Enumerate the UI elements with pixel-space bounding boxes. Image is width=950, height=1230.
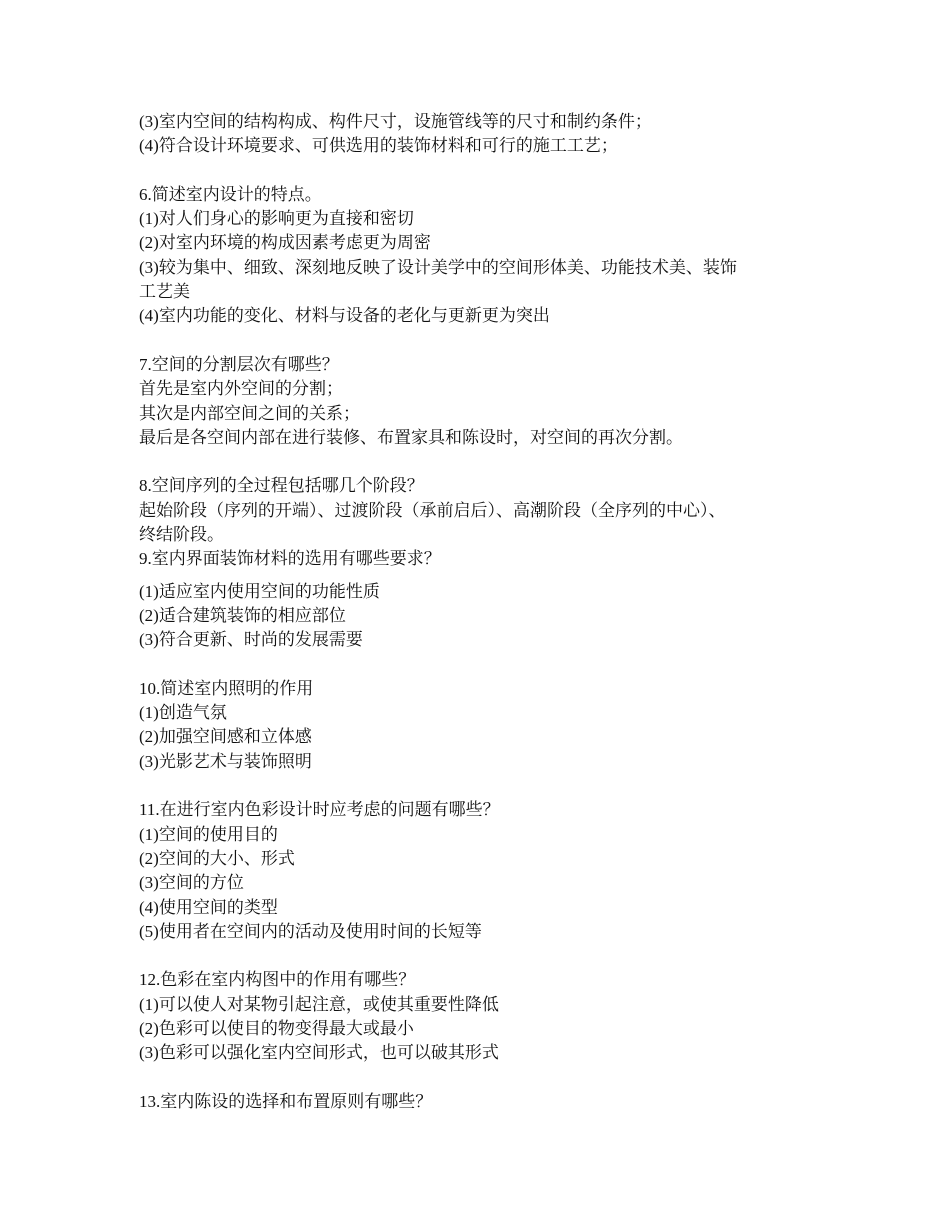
question-title: 8.空间序列的全过程包括哪几个阶段？: [139, 476, 424, 496]
spacer: [139, 572, 829, 580]
question-title: 9.室内界面装饰材料的选用有哪些要求？: [139, 549, 441, 569]
answer-line: (1)空间的使用目的: [139, 824, 278, 844]
spacer: [139, 653, 829, 677]
spacer: [139, 944, 829, 968]
answer-line: (4)室内功能的变化、材料与设备的老化与更新更为突出: [139, 306, 550, 326]
answer-line: (2)加强空间感和立体感: [139, 727, 312, 747]
answer-line: (2)空间的大小、形式: [139, 848, 295, 868]
answer-line: 起始阶段（序列的开端）、过渡阶段（承前启后）、高潮阶段（全序列的中心）、: [139, 500, 726, 520]
spacer: [139, 1066, 829, 1090]
answer-line: (3)较为集中、细致、深刻地反映了设计美学中的空间形体美、功能技术美、装饰: [139, 257, 737, 277]
question-8: [139, 474, 829, 547]
answer-line: (2)对室内环境的构成因素考虑更为周密: [139, 233, 431, 253]
question-11: [139, 798, 829, 944]
answer-line: (5)使用者在空间内的活动及使用时间的长短等: [139, 921, 482, 941]
question-title: 13.室内陈设的选择和布置原则有哪些？: [139, 1091, 433, 1111]
answer-line: (1)对人们身心的影响更为直接和密切: [139, 209, 414, 229]
answer-line: 工艺美: [139, 282, 190, 302]
question-title: 6.简述室内设计的特点。: [139, 184, 322, 204]
question-13: [139, 1090, 829, 1114]
question-10: [139, 677, 829, 774]
spacer: [139, 450, 829, 474]
answer-line: (2)适合建筑装饰的相应部位: [139, 605, 346, 625]
answer-line: (1)适应室内使用空间的功能性质: [139, 581, 380, 601]
answer-line: (3)色彩可以强化室内空间形式，也可以破其形式: [139, 1043, 499, 1063]
question-title: 11.在进行室内色彩设计时应考虑的问题有哪些？: [139, 800, 500, 820]
paragraph-line: (4)符合设计环境要求、可供选用的装饰材料和可行的施工工艺；: [139, 136, 618, 156]
answer-line: 最后是各空间内部在进行装修、布置家具和陈设时，对空间的再次分割。: [139, 427, 683, 447]
spacer: [139, 329, 829, 353]
question-title: 10.简述室内照明的作用: [139, 678, 314, 698]
answer-line: 其次是内部空间之间的关系；: [139, 403, 360, 423]
paragraph-line: (3)室内空间的结构构成、构件尺寸，设施管线等的尺寸和制约条件；: [139, 112, 652, 131]
question-title: 7.空间的分割层次有哪些？: [139, 354, 339, 374]
answer-line: (3)光影艺术与装饰照明: [139, 751, 312, 771]
spacer: [139, 159, 829, 183]
answer-line: 终结阶段。: [139, 525, 224, 545]
question-title: 12.色彩在室内构图中的作用有哪些？: [139, 970, 416, 990]
question-6: [139, 183, 829, 329]
question-7: [139, 353, 829, 450]
spacer: [139, 774, 829, 798]
document-page: [139, 110, 829, 1114]
answer-line: (1)创造气氛: [139, 703, 227, 723]
answer-line: (2)色彩可以使目的物变得最大或最小: [139, 1018, 414, 1038]
question-9: [139, 547, 829, 652]
answer-line: (3)符合更新、时尚的发展需要: [139, 630, 363, 650]
answer-line: 首先是室内外空间的分割；: [139, 379, 343, 399]
answer-line: (4)使用空间的类型: [139, 897, 278, 917]
section-continued: [139, 110, 829, 159]
answer-line: (3)空间的方位: [139, 873, 244, 893]
question-12: [139, 968, 829, 1065]
answer-line: (1)可以使人对某物引起注意，或使其重要性降低: [139, 994, 499, 1014]
